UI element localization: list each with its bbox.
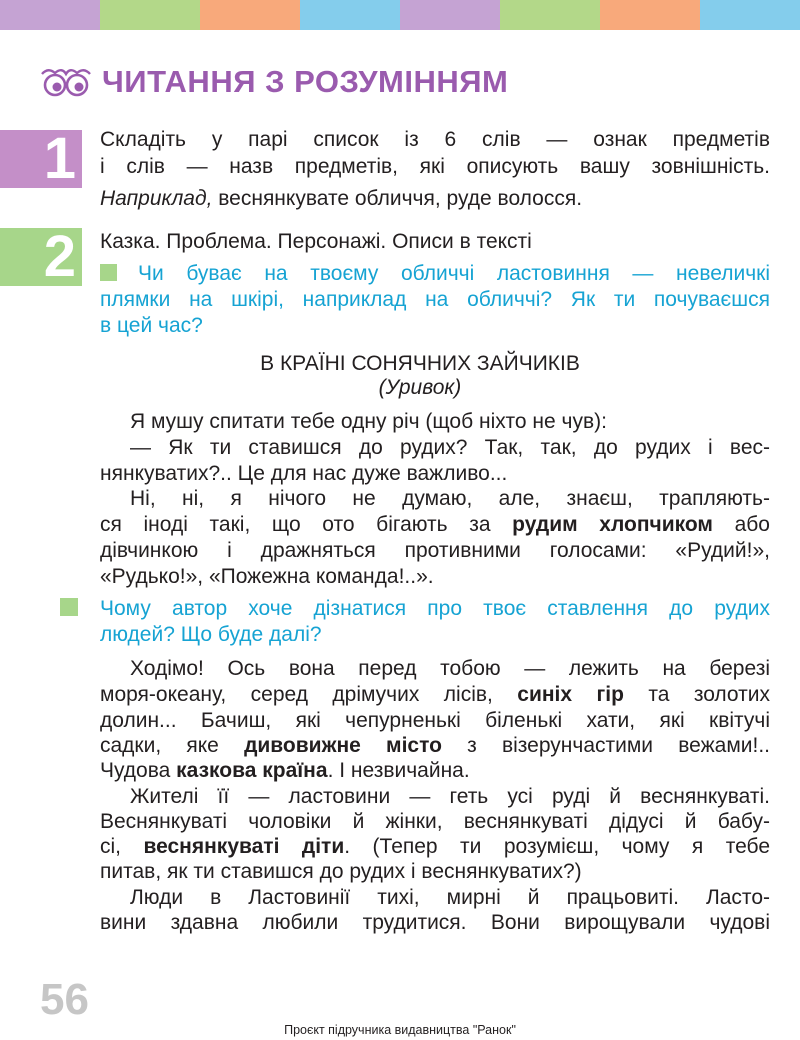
text-span: з візерунчастими вежами!.. bbox=[441, 734, 770, 757]
text-line: Я мушу спитати тебе одну річ (щоб ніхто не чув): bbox=[130, 410, 607, 433]
text-span: . (Тепер ти розумієш, чому я тебе bbox=[344, 835, 770, 858]
section-title: ЧИТАННЯ З РОЗУМІННЯМ bbox=[102, 64, 509, 99]
text-span: . І незвичайна. bbox=[327, 759, 470, 782]
stripe bbox=[100, 0, 200, 30]
question-line: плямки на шкірі, наприклад на обличчі? Як ти почуваєшся bbox=[100, 288, 770, 311]
text-line bbox=[100, 833, 770, 860]
stripe bbox=[500, 0, 600, 30]
page-number: 56 bbox=[40, 975, 89, 1024]
question-text: Чи буває на твоєму обличчі ластовиння — невеличкі bbox=[138, 262, 770, 285]
text-line: дівчинкою і дражняться противними голосами: «Рудий!», bbox=[100, 539, 770, 562]
section-heading bbox=[38, 62, 508, 102]
text-line: Ні, ні, я нічого не думаю, але, знаєш, трапляють- bbox=[130, 487, 770, 510]
eyes-icon bbox=[38, 62, 94, 102]
task-number: 2 bbox=[43, 224, 76, 289]
example-label: Наприклад, bbox=[100, 187, 213, 210]
text-line: Люди в Ластовинії тихі, мирні й працьовиті. Ласто- bbox=[130, 886, 770, 909]
bold-term: синіх гір bbox=[517, 683, 624, 706]
subtitle-text: (Уривок) bbox=[378, 376, 462, 399]
stripe bbox=[200, 0, 300, 30]
text-line: нянкуватих?.. Це для нас дуже важливо... bbox=[100, 462, 508, 485]
text-line: — Як ти ставишся до рудих? Так, так, до рудих і вес- bbox=[130, 436, 770, 459]
text-line: Жителі її — ластовини — геть усі руді й веснянкуваті. bbox=[130, 785, 770, 808]
stripe bbox=[0, 0, 100, 30]
task-number: 1 bbox=[43, 126, 76, 191]
question-line: людей? Що буде далі? bbox=[100, 623, 322, 646]
text-span: та золотих bbox=[623, 683, 770, 706]
question-line bbox=[100, 260, 770, 287]
stripe bbox=[400, 0, 500, 30]
text-line: «Рудько!», «Пожежна команда!..». bbox=[100, 565, 434, 588]
stripe bbox=[300, 0, 400, 30]
text-span: сі, bbox=[100, 835, 144, 858]
text-span: ся іноді такі, що ото бігають за bbox=[100, 513, 513, 536]
question-marker bbox=[60, 598, 78, 616]
question-line: в цей час? bbox=[100, 314, 203, 337]
story-subtitle bbox=[40, 374, 800, 401]
example-line bbox=[100, 185, 770, 212]
task-number-badge bbox=[0, 224, 82, 289]
story-title: В КРАЇНІ СОНЯЧНИХ ЗАЙЧИКІВ bbox=[260, 352, 580, 375]
example-text: веснянкувате обличчя, руде волосся. bbox=[212, 187, 583, 210]
text-line: Ходімо! Ось вона перед тобою — лежить на березі bbox=[130, 657, 770, 680]
text-line: Складіть у парі список із 6 слів — ознак предметів bbox=[100, 128, 770, 151]
footer-note: Проєкт підручника видавництва "Ранок" bbox=[284, 1023, 516, 1037]
text-span: Чудова bbox=[100, 759, 177, 782]
text-span: або bbox=[712, 513, 770, 536]
text-line bbox=[100, 681, 770, 708]
text-line: Веснянкуваті чоловіки й жінки, веснянкуваті дідусі й бабу- bbox=[100, 810, 770, 833]
text-line: питав, як ти ставишся до рудих і веснянкуватих?) bbox=[100, 860, 582, 883]
task-number-badge bbox=[0, 126, 82, 191]
text-span: садки, яке bbox=[100, 734, 245, 757]
text-line bbox=[100, 732, 770, 759]
bold-term: веснянкуваті діти bbox=[143, 835, 345, 858]
stripe bbox=[600, 0, 700, 30]
question-line: Чому автор хоче дізнатися про твоє ставлення до рудих bbox=[100, 597, 770, 620]
stripe bbox=[700, 0, 800, 30]
question-marker bbox=[100, 264, 117, 281]
bold-term: казкова країна bbox=[176, 759, 328, 782]
task-heading: Казка. Проблема. Персонажі. Описи в тексті bbox=[100, 230, 532, 253]
text-line: долин... Бачиш, які чепурненькі біленькі хати, які квітучі bbox=[100, 709, 770, 732]
text-line bbox=[100, 757, 770, 784]
bold-term: рудим хлопчиком bbox=[512, 513, 713, 536]
color-stripe-bar bbox=[0, 0, 800, 30]
text-span: моря-океану, серед дрімучих лісів, bbox=[100, 683, 518, 706]
text-line: і слів — назв предметів, які описують вашу зовнішність. bbox=[100, 155, 770, 178]
text-line: вини здавна любили трудитися. Вони вирощували чудові bbox=[100, 911, 770, 934]
text-line bbox=[100, 511, 770, 538]
bold-term: дивовижне місто bbox=[244, 734, 442, 757]
